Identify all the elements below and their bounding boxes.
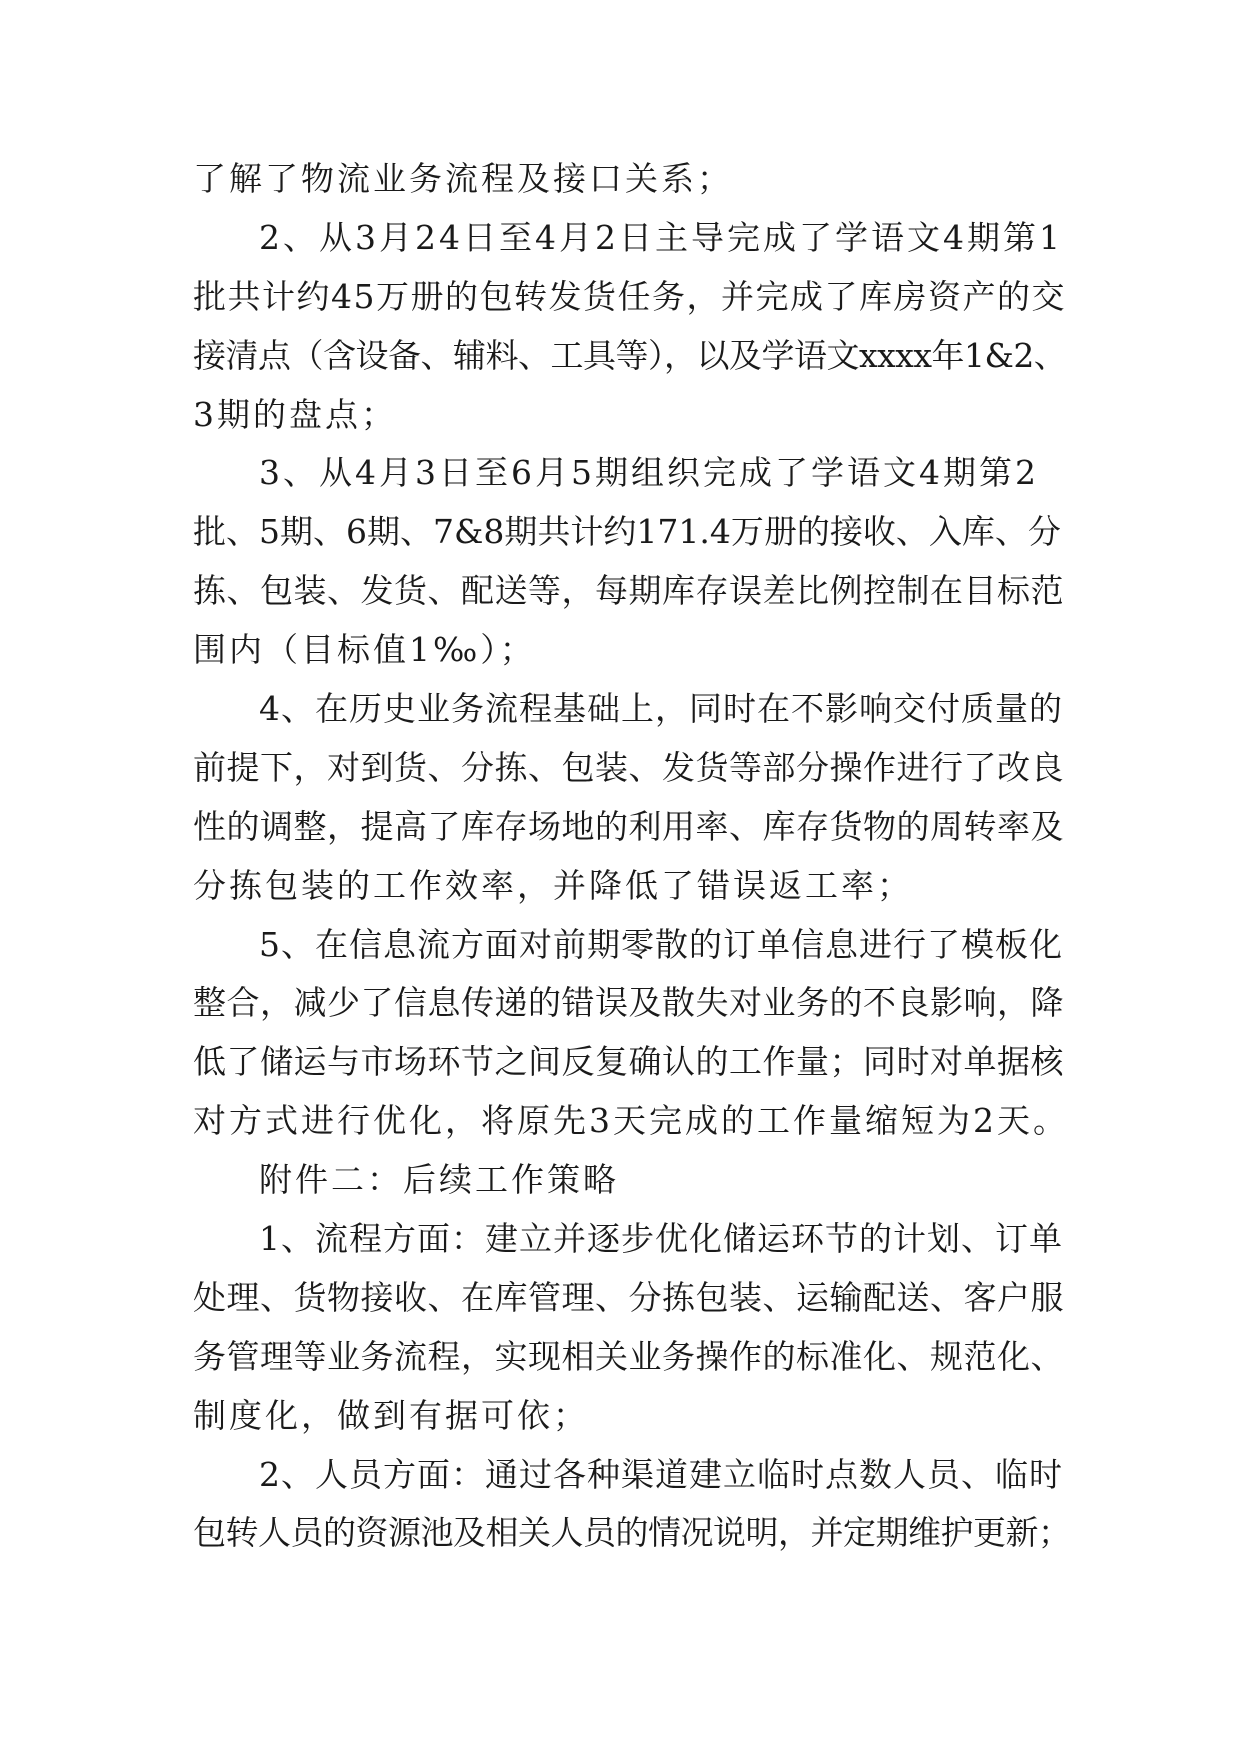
- text-line: 2、人员方面：通过各种渠道建立临时点数人员、临时: [259, 1454, 1063, 1494]
- text-line: 2、从3月24日至4月2日主导完成了学语文4期第1: [259, 217, 1063, 257]
- text-line: 批共计约45万册的包转发货任务，并完成了库房资产的交: [193, 276, 1066, 316]
- text-line: 围内（目标值1‰）；: [193, 630, 536, 670]
- text-line: 了解了物流业务流程及接口关系；: [193, 159, 733, 198]
- text-line: 4、在历史业务流程基础上，同时在不影响交付质量的: [259, 689, 1063, 729]
- text-line: 处理、货物接收、在库管理、分拣包装、运输配送、客户服: [193, 1277, 1064, 1317]
- text-line: 低了储运与市场环节之间反复确认的工作量；同时对单据核: [193, 1042, 1064, 1082]
- text-line: 分拣包装的工作效率，并降低了错误返工率；: [193, 865, 913, 905]
- document-body: [193, 150, 1073, 1563]
- text-line: 整合，减少了信息传递的错误及散失对业务的不良影响，降: [193, 983, 1064, 1023]
- text-line: 包转人员的资源池及相关人员的情况说明，并定期维护更新；: [193, 1513, 1071, 1553]
- text-line: 1、流程方面：建立并逐步优化储运环节的计划、订单: [259, 1219, 1063, 1259]
- text-line: 制度化，做到有据可依；: [193, 1395, 589, 1435]
- text-line: 3、从4月3日至6月5期组织完成了学语文4期第2: [259, 453, 1039, 493]
- text-line: 性的调整，提高了库存场地的利用率、库存货物的周转率及: [193, 806, 1064, 846]
- text-line: 前提下，对到货、分拣、包装、发货等部分操作进行了改良: [193, 747, 1064, 787]
- text-line: 务管理等业务流程，实现相关业务操作的标准化、规范化、: [193, 1336, 1064, 1376]
- text-line: 拣、包装、发货、配送等，每期库存误差比例控制在目标范: [193, 571, 1064, 611]
- text-line: 接清点（含设备、辅料、工具等），以及学语文xxxx年1&2、: [193, 335, 1067, 375]
- text-line: 对方式进行优化，将原先3天完成的工作量缩短为2天。: [193, 1101, 1069, 1141]
- section-heading: 附件二：后续工作策略: [259, 1160, 619, 1200]
- text-line: 3期的盘点；: [193, 394, 397, 434]
- text-line: 批、5期、6期、7&8期共计约171.4万册的接收、入库、分: [193, 512, 1061, 552]
- text-line: 5、在信息流方面对前期零散的订单信息进行了模板化: [259, 924, 1063, 964]
